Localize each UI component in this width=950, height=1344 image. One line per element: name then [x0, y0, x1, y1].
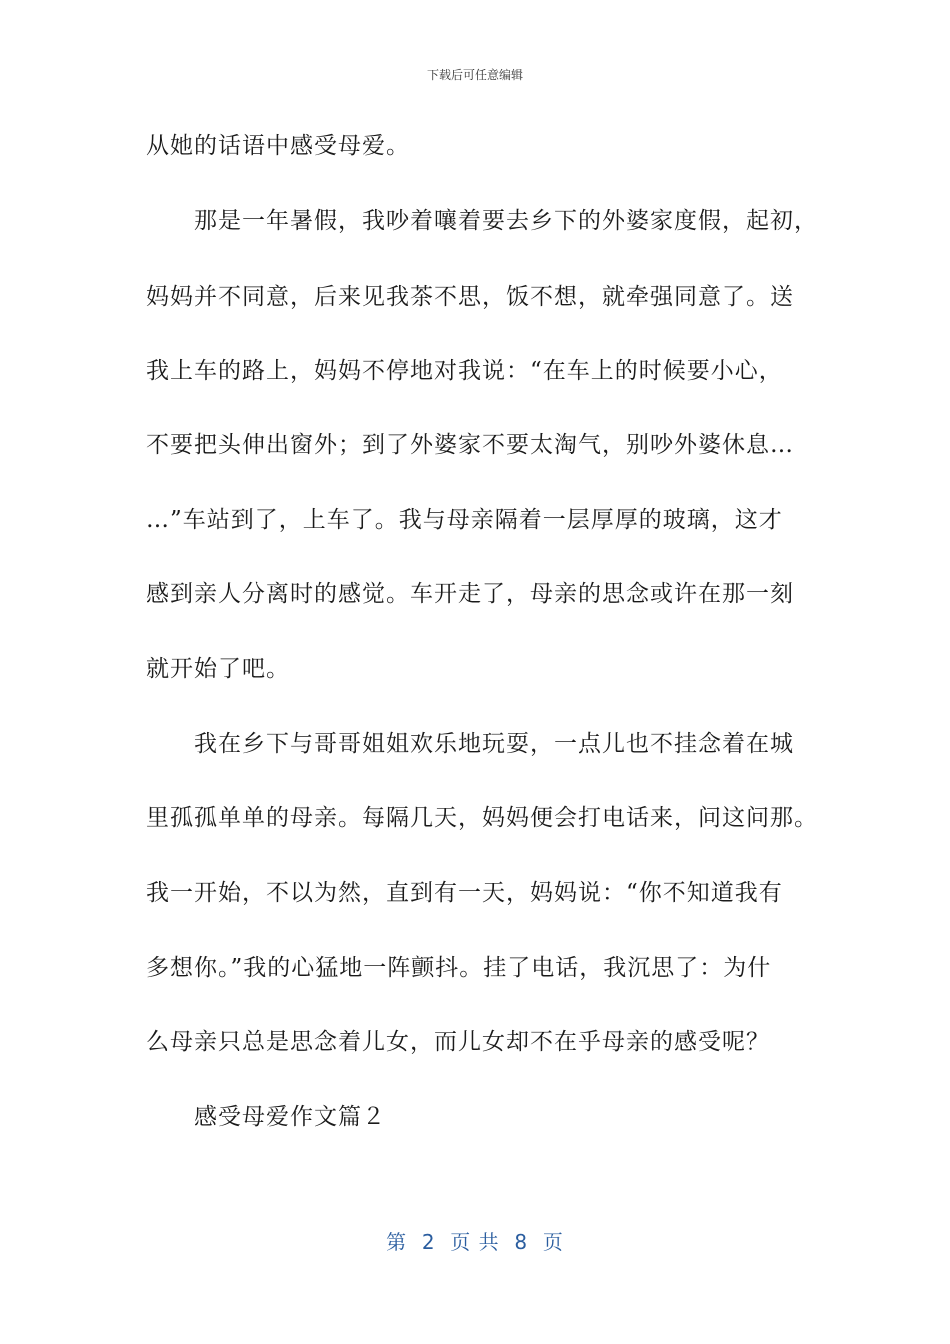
page-footer: [0, 1226, 950, 1255]
text-line: 妈妈并不同意，后来见我茶不思，饭不想，就牵强同意了。送: [146, 284, 794, 310]
text-line: 感到亲人分离时的感觉。车开走了，母亲的思念或许在那一刻: [146, 581, 794, 607]
page-header: 下载后可任意编辑: [426, 68, 523, 82]
text-line: 就开始了吧。: [146, 656, 290, 682]
text-line: 我上车的路上，妈妈不停地对我说：“在车上的时候要小心，: [146, 358, 783, 384]
text-line: 不要把头伸出窗外；到了外婆家不要太淘气，别吵外婆休息…: [146, 432, 794, 458]
section-heading: 感受母爱作文篇２: [146, 1104, 386, 1130]
text-line: 么母亲只总是思念着儿女，而儿女却不在乎母亲的感受呢？: [146, 1029, 770, 1055]
text-line: …”车站到了，上车了。我与母亲隔着一层厚厚的玻璃，这才: [146, 507, 783, 533]
text-line: 里孤孤单单的母亲。每隔几天，妈妈便会打电话来，问这问那。: [146, 805, 818, 831]
text-line: 我一开始，不以为然，直到有一天，妈妈说：“你不知道我有: [146, 880, 783, 906]
text-line: 从她的话语中感受母爱。: [146, 133, 410, 159]
text-line: 那是一年暑假，我吵着嚷着要去乡下的外婆家度假，起初，: [146, 208, 818, 234]
text-line: 我在乡下与哥哥姐姐欢乐地玩耍，一点儿也不挂念着在城: [146, 731, 794, 757]
text-line: 多想你。”我的心猛地一阵颤抖。挂了电话，我沉思了：为什: [146, 955, 772, 981]
page-number: 第 2 页 共 8 页: [386, 1230, 564, 1254]
